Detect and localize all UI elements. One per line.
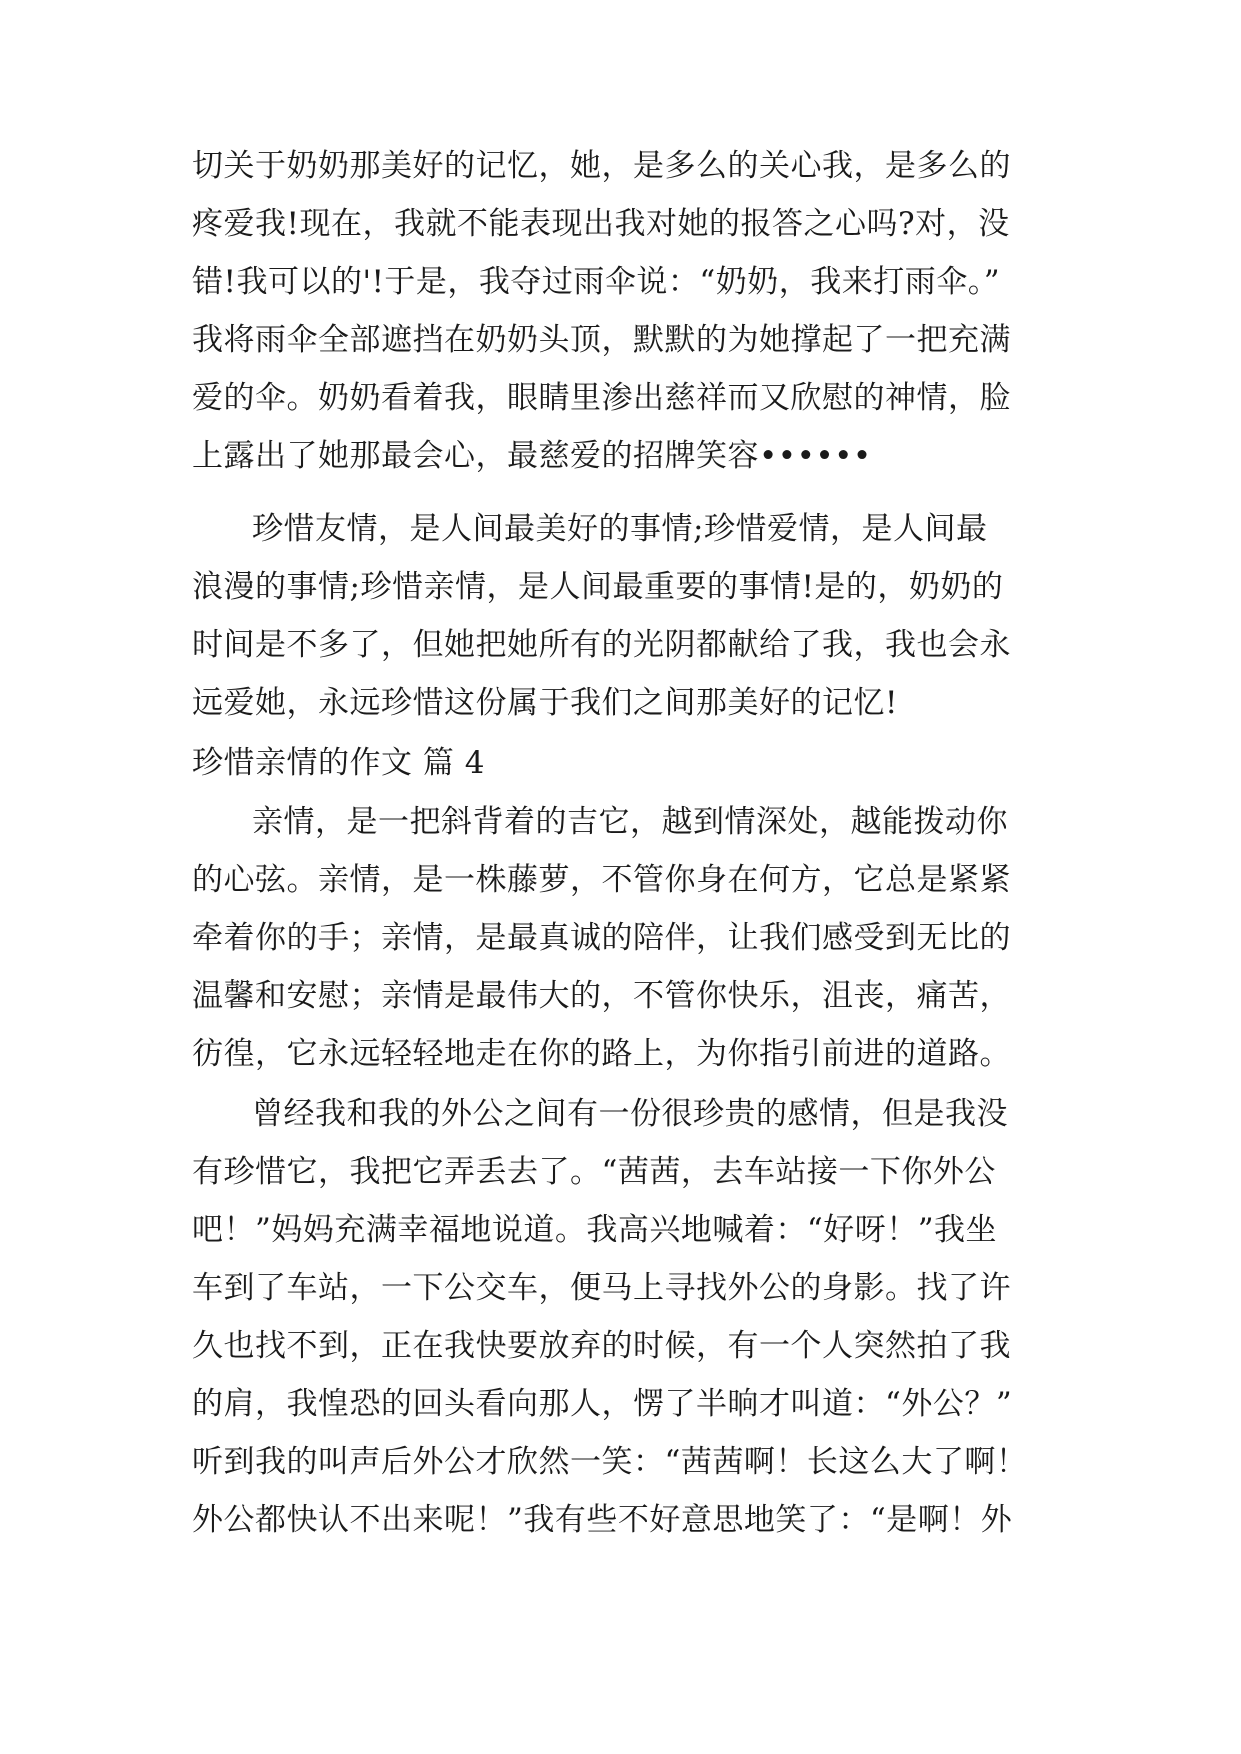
paragraph-first-line: 珍惜友情，是人间最美好的事情;珍惜爱情，是人间最: [252, 511, 988, 547]
text-line: 牵着你的手；亲情，是最真诚的陪伴，让我们感受到无比的: [192, 920, 1011, 956]
text-line: 有珍惜它，我把它弄丢去了。“茜茜，去车站接一下你外公: [192, 1154, 996, 1190]
paragraph-first-line: 亲情，是一把斜背着的吉它，越到情深处，越能拨动你: [252, 804, 1008, 840]
text-line: 切关于奶奶那美好的记忆，她，是多么的关心我，是多么的: [192, 148, 1011, 184]
text-line: 疼爱我!现在，我就不能表现出我对她的报答之心吗?对，没: [192, 206, 1010, 242]
text-line: 错!我可以的'!于是，我夺过雨伞说：“奶奶，我来打雨伞。”: [192, 264, 1001, 300]
text-line: 浪漫的事情;珍惜亲情，是人间最重要的事情!是的，奶奶的: [192, 569, 1004, 605]
text-line: 久也找不到，正在我快要放弃的时候，有一个人突然拍了我: [192, 1328, 1011, 1364]
text-line: 温馨和安慰；亲情是最伟大的，不管你快乐，沮丧，痛苦，: [192, 978, 1011, 1014]
text-line: 听到我的叫声后外公才欣然一笑：“茜茜啊！长这么大了啊！: [192, 1444, 1028, 1480]
text-line: 爱的伞。奶奶看着我，眼睛里渗出慈祥而又欣慰的神情，脸: [192, 380, 1011, 416]
text-line: 的心弦。亲情，是一株藤萝，不管你身在何方，它总是紧紧: [192, 862, 1011, 898]
text-line: 我将雨伞全部遮挡在奶奶头顶，默默的为她撑起了一把充满: [192, 322, 1011, 358]
section-heading: 珍惜亲情的作文 篇 4: [192, 745, 485, 781]
text-line: 外公都快认不出来呢！”我有些不好意思地笑了：“是啊！外: [192, 1502, 1013, 1538]
text-line: 远爱她，永远珍惜这份属于我们之间那美好的记忆!: [192, 685, 898, 721]
text-line: 彷徨，它永远轻轻地走在你的路上，为你指引前进的道路。: [192, 1036, 1011, 1072]
text-line: 的肩，我惶恐的回头看向那人，愣了半晌才叫道：“外公？”: [192, 1386, 1013, 1422]
text-line: 时间是不多了，但她把她所有的光阴都献给了我，我也会永: [192, 627, 1011, 663]
text-line: 吧！”妈妈充满幸福地说道。我高兴地喊着：“好呀！”我坐: [192, 1212, 998, 1248]
text-line: 车到了车站，一下公交车，便马上寻找外公的身影。找了许: [192, 1270, 1011, 1306]
paragraph-first-line: 曾经我和我的外公之间有一份很珍贵的感情，但是我没: [252, 1096, 1008, 1132]
text-line: 上露出了她那最会心，最慈爱的招牌笑容••••••: [192, 438, 872, 474]
